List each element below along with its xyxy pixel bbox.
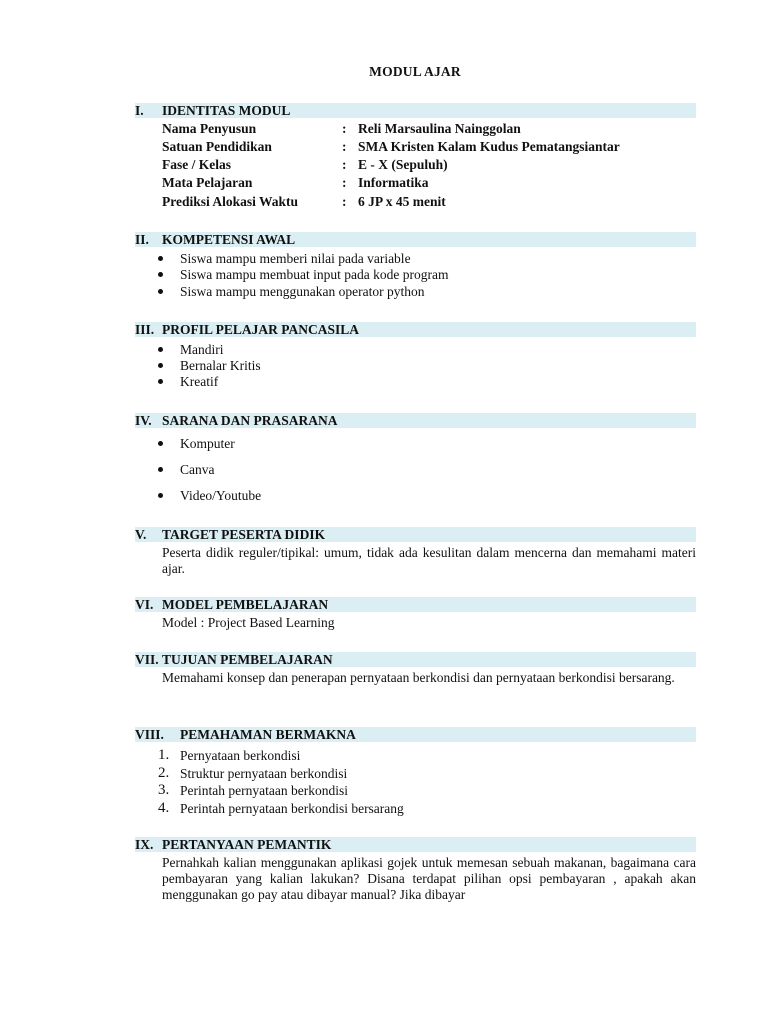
section-number: V. bbox=[135, 527, 147, 542]
bullet-icon bbox=[158, 256, 163, 261]
section-number: IV. bbox=[135, 413, 152, 428]
identitas-colon: : bbox=[342, 139, 347, 154]
item-number: 3. bbox=[158, 782, 170, 798]
section-header-tujuan-pembelajaran bbox=[135, 652, 696, 667]
section-number: VI. bbox=[135, 597, 154, 612]
item-text: Struktur pernyataan berkondisi bbox=[180, 766, 348, 781]
identitas-row bbox=[162, 174, 722, 192]
identitas-value: SMA Kristen Kalam Kudus Pematangsiantar bbox=[358, 139, 620, 154]
item-number: 2. bbox=[158, 765, 170, 781]
bullet-icon bbox=[158, 441, 163, 446]
identitas-label: Nama Penyusun bbox=[162, 121, 257, 136]
identitas-colon: : bbox=[342, 194, 347, 209]
section-header-model-pembelajaran bbox=[135, 597, 696, 612]
identitas-value: E - X (Sepuluh) bbox=[358, 157, 448, 172]
list-item-text: Siswa mampu menggunakan operator python bbox=[180, 284, 425, 299]
section-title: PERTANYAAN PEMANTIK bbox=[162, 837, 332, 852]
list-item-text: Canva bbox=[180, 462, 215, 477]
identitas-colon: : bbox=[342, 175, 347, 190]
list-item-text: Siswa mampu memberi nilai pada variable bbox=[180, 251, 411, 266]
item-number: 1. bbox=[158, 747, 170, 763]
item-text: Perintah pernyataan berkondisi bersarang bbox=[180, 801, 404, 816]
section-header-sarana bbox=[135, 413, 696, 428]
section-title: PROFIL PELAJAR PANCASILA bbox=[162, 322, 360, 337]
identitas-row bbox=[162, 156, 722, 174]
section-number: III. bbox=[135, 322, 155, 337]
section-number: II. bbox=[135, 232, 149, 247]
section-number: VIII. bbox=[135, 727, 164, 742]
section-title: PEMAHAMAN BERMAKNA bbox=[180, 727, 356, 742]
bullet-icon bbox=[158, 467, 163, 472]
identitas-colon: : bbox=[342, 121, 347, 136]
section-header-identitas bbox=[135, 103, 696, 118]
identitas-row bbox=[162, 120, 722, 138]
identitas-row bbox=[162, 138, 722, 156]
identitas-row bbox=[162, 193, 722, 211]
section-header-kompetensi-awal bbox=[135, 232, 696, 247]
identitas-colon: : bbox=[342, 157, 347, 172]
item-number: 4. bbox=[158, 800, 170, 816]
identitas-label: Prediksi Alokasi Waktu bbox=[162, 194, 299, 209]
section-title: TUJUAN PEMBELAJARAN bbox=[162, 652, 333, 667]
bullet-icon bbox=[158, 363, 163, 368]
list-item-text: Komputer bbox=[180, 436, 235, 451]
identitas-label: Satuan Pendidikan bbox=[162, 139, 272, 154]
identitas-value: Informatika bbox=[358, 175, 429, 190]
list-item-text: Mandiri bbox=[180, 342, 224, 357]
item-text: Pernyataan berkondisi bbox=[180, 748, 301, 763]
section-number: IX. bbox=[135, 837, 154, 852]
bullet-icon bbox=[158, 493, 163, 498]
bullet-icon bbox=[158, 379, 163, 384]
bullet-icon bbox=[158, 347, 163, 352]
item-text: Perintah pernyataan berkondisi bbox=[180, 783, 348, 798]
pertanyaan-pemantik-text: Pernahkah kalian menggunakan aplikasi gojek untuk memesan sebuah makanan, bagaimana cara pembayaran yang kalian lakukan? Disana terdapat pilihan opsi pembayaran , apakah akan menggunakan go pay atau dibayar manual? Jika dibayar bbox=[162, 855, 696, 902]
section-header-pemahaman-bermakna bbox=[135, 727, 696, 742]
section-title: MODEL PEMBELAJARAN bbox=[162, 597, 329, 612]
model-pembelajaran-text: Model : Project Based Learning bbox=[162, 615, 335, 630]
section-header-target-peserta bbox=[135, 527, 696, 542]
identitas-value: 6 JP x 45 menit bbox=[358, 194, 446, 209]
section-number: VII. bbox=[135, 652, 159, 667]
list-item-text: Video/Youtube bbox=[180, 488, 262, 503]
section-header-pertanyaan-pemantik bbox=[135, 837, 696, 852]
list-item-text: Siswa mampu membuat input pada kode program bbox=[180, 267, 449, 282]
tujuan-pembelajaran-text: Memahami konsep dan penerapan pernyataan berkondisi dan pernyataan berkondisi bersarang. bbox=[162, 670, 675, 685]
section-title: TARGET PESERTA DIDIK bbox=[162, 527, 326, 542]
document-title: MODUL AJAR bbox=[369, 64, 461, 79]
target-peserta-text: Peserta didik reguler/tipikal: umum, tidak ada kesulitan dalam mencerna dan memahami materi ajar. bbox=[162, 545, 696, 576]
section-title: SARANA DAN PRASARANA bbox=[162, 413, 338, 428]
bullet-icon bbox=[158, 289, 163, 294]
section-header-profil-pelajar bbox=[135, 322, 696, 337]
section-title: IDENTITAS MODUL bbox=[162, 103, 291, 118]
identitas-value: Reli Marsaulina Nainggolan bbox=[358, 121, 521, 136]
list-item-text: Bernalar Kritis bbox=[180, 358, 261, 373]
bullet-icon bbox=[158, 272, 163, 277]
identitas-label: Mata Pelajaran bbox=[162, 175, 253, 190]
section-title: KOMPETENSI AWAL bbox=[162, 232, 296, 247]
section-number: I. bbox=[135, 103, 144, 118]
identitas-label: Fase / Kelas bbox=[162, 157, 231, 172]
list-item-text: Kreatif bbox=[180, 374, 219, 389]
